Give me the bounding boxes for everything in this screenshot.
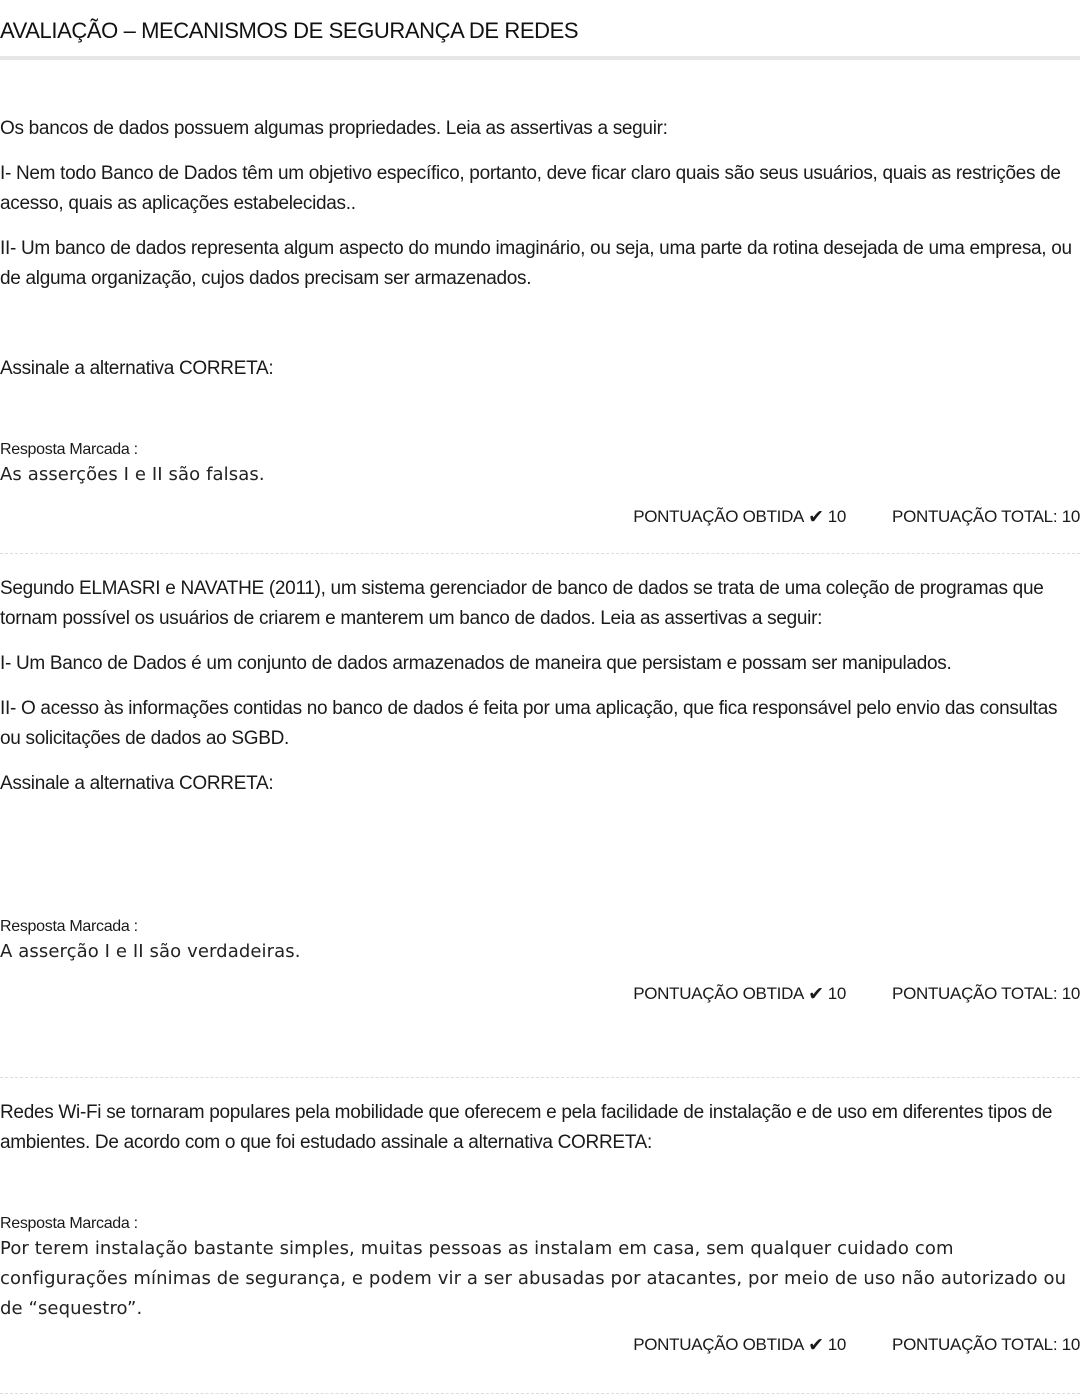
question-assertion-1: I- Um Banco de Dados é um conjunto de dados armazenados de maneira que persistam e possam ser manipulados. [0, 653, 952, 674]
score-row [0, 1330, 1080, 1360]
checkmark-icon: ✔ [808, 1334, 824, 1356]
marked-answer: As asserções I e II são falsas. [0, 464, 265, 485]
score-obtained [633, 984, 846, 1004]
question-statement: Segundo ELMASRI e NAVATHE (2011), um sistema gerenciador de banco de dados se trata de uma coleção de programas que tornam possível os usuários de criarem e manterem um banco de dados. Leia as assertivas a seguir: [0, 578, 1044, 629]
score-total: PONTUAÇÃO TOTAL: 10 [892, 1335, 1080, 1354]
score-obtained [633, 1335, 846, 1355]
score-obtained [633, 507, 846, 527]
score-obtained-label: PONTUAÇÃO OBTIDA [633, 507, 805, 526]
score-obtained-label: PONTUAÇÃO OBTIDA [633, 1335, 805, 1354]
answer-label: Resposta Marcada : [0, 441, 138, 458]
question-prompt: Assinale a alternativa CORRETA: [0, 358, 274, 379]
score-total: PONTUAÇÃO TOTAL: 10 [892, 984, 1080, 1003]
question-assertion-1: I- Nem todo Banco de Dados têm um objetivo específico, portanto, deve ficar claro quais são seus usuários, quais as restrições de acesso, quais as aplicações estabelecidas.. [0, 163, 1061, 214]
marked-answer: A asserção I e II são verdadeiras. [0, 941, 301, 962]
score-obtained-label: PONTUAÇÃO OBTIDA [633, 984, 805, 1003]
question-statement: Os bancos de dados possuem algumas propriedades. Leia as assertivas a seguir: [0, 118, 668, 139]
question-assertion-2: II- Um banco de dados representa algum aspecto do mundo imaginário, ou seja, uma parte da rotina desejada de uma empresa, ou de alguma organização, cujos dados precisam ser armazenados. [0, 238, 1072, 289]
page-header [0, 0, 1080, 60]
score-obtained-value: 10 [827, 507, 847, 526]
page-title: AVALIAÇÃO – MECANISMOS DE SEGURANÇA DE REDES [0, 18, 579, 43]
score-total: PONTUAÇÃO TOTAL: 10 [892, 507, 1080, 526]
question-assertion-2: II- O acesso às informações contidas no banco de dados é feita por uma aplicação, que fica responsável pelo envio das consultas ou solicitações de dados ao SGBD. [0, 698, 1058, 749]
question-prompt: Assinale a alternativa CORRETA: [0, 773, 274, 794]
answer-label: Resposta Marcada : [0, 918, 138, 935]
checkmark-icon: ✔ [808, 983, 824, 1005]
marked-answer: Por terem instalação bastante simples, muitas pessoas as instalam em casa, sem qualquer cuidado com configurações mínimas de segurança, e podem vir a ser abusadas por atacantes, por meio de uso não autorizado ou de “sequestro”. [0, 1238, 1067, 1319]
score-obtained-value: 10 [827, 1335, 847, 1354]
question-block-1 [0, 60, 1080, 554]
score-obtained-value: 10 [827, 984, 847, 1003]
score-row [0, 979, 1080, 1009]
question-block-3 [0, 1078, 1080, 1394]
checkmark-icon: ✔ [808, 506, 824, 528]
question-block-2 [0, 554, 1080, 1078]
answer-label: Resposta Marcada : [0, 1215, 138, 1232]
question-statement: Redes Wi-Fi se tornaram populares pela mobilidade que oferecem e pela facilidade de instalação e de uso em diferentes tipos de ambientes. De acordo com o que foi estudado assinale a alternativa CORRETA: [0, 1102, 1053, 1153]
score-row [0, 502, 1080, 532]
